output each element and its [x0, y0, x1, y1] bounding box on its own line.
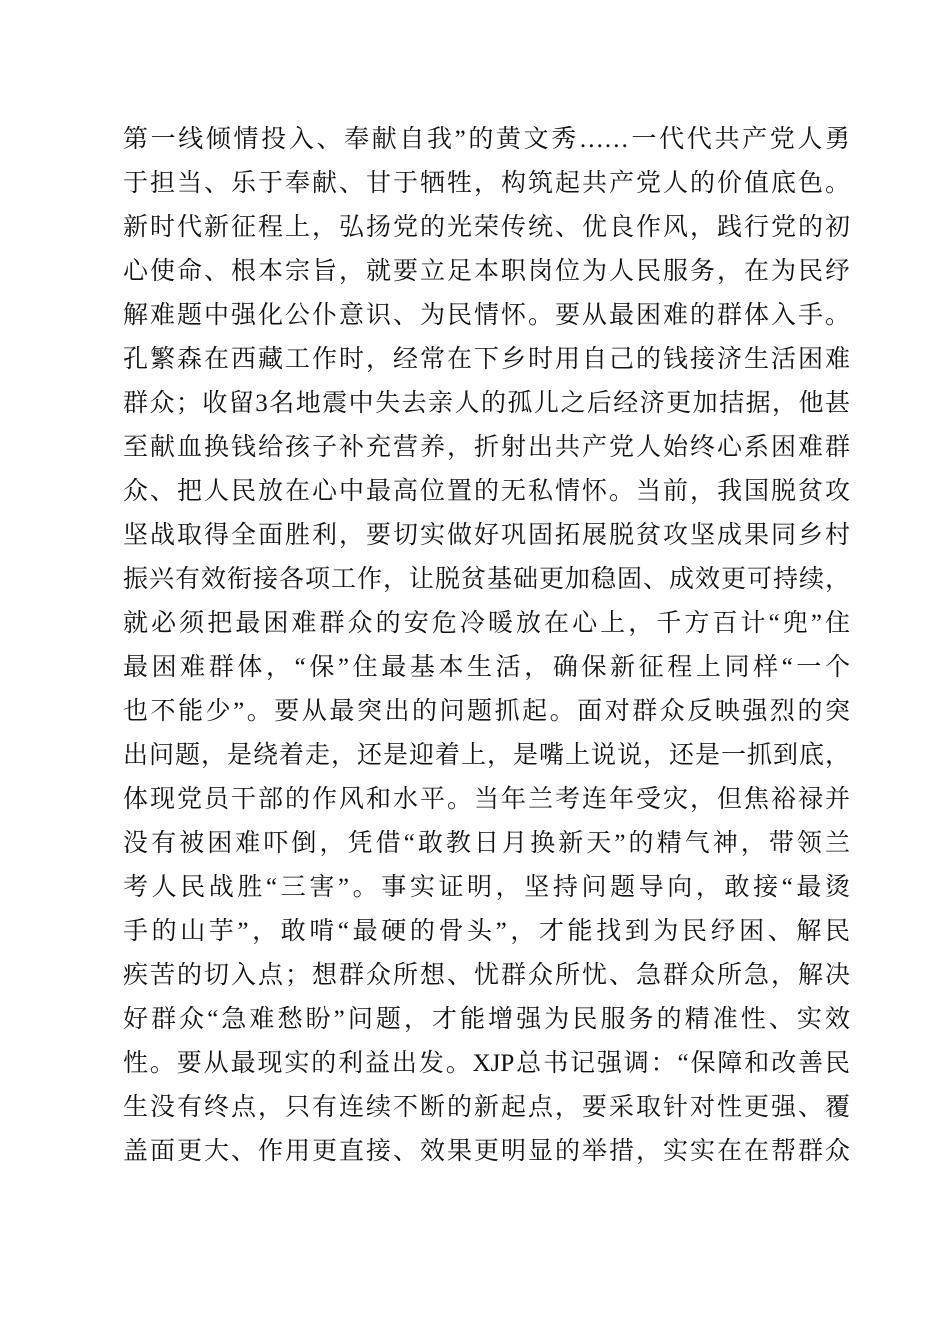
text-line: 也不能少”。要从最突出的问题抓起。面对群众反映强烈的突 — [123, 698, 850, 725]
text-line: 手的山芋”，敢啃“最硬的骨头”，才能找到为民纾困、解民 — [123, 918, 850, 945]
text-line: 众、把人民放在心中最高位置的无私情怀。当前，我国脱贫攻 — [123, 478, 850, 505]
text-line: 于担当、乐于奉献、甘于牺牲，构筑起共产党人的价值底色。 — [123, 170, 850, 197]
text-line: 盖面更大、作用更直接、效果更明显的举措，实实在在帮群众 — [123, 1138, 850, 1165]
text-line: 至献血换钱给孩子补充营养，折射出共产党人始终心系困难群 — [123, 434, 850, 461]
text-line: 最困难群体，“保”住最基本生活，确保新征程上同样“一个 — [123, 654, 850, 681]
text-line: 生没有终点，只有连续不断的新起点，要采取针对性更强、覆 — [123, 1094, 850, 1121]
text-line: 没有被困难吓倒，凭借“敢教日月换新天”的精气神，带领兰 — [123, 830, 850, 857]
text-line: 心使命、根本宗旨，就要立足本职岗位为人民服务，在为民纾 — [123, 258, 850, 285]
text-line: 出问题，是绕着走，还是迎着上，是嘴上说说，还是一抓到底， — [123, 742, 850, 769]
text-line: 孔繁森在西藏工作时，经常在下乡时用自己的钱接济生活困难 — [123, 346, 850, 373]
text-line: 好群众“急难愁盼”问题，才能增强为民服务的精准性、实效 — [123, 1006, 850, 1033]
text-line: 振兴有效衔接各项工作，让脱贫基础更加稳固、成效更可持续， — [123, 566, 850, 593]
body-text — [123, 118, 850, 1174]
text-line: 解难题中强化公仆意识、为民情怀。要从最困难的群体入手。 — [123, 302, 850, 329]
text-line: 考人民战胜“三害”。事实证明，坚持问题导向，敢接“最烫 — [123, 874, 850, 901]
text-line: 第一线倾情投入、奉献自我”的黄文秀……一代代共产党人勇 — [123, 126, 850, 153]
text-line: 疾苦的切入点；想群众所想、忧群众所忧、急群众所急，解决 — [123, 962, 850, 989]
text-line: 坚战取得全面胜利，要切实做好巩固拓展脱贫攻坚成果同乡村 — [123, 522, 850, 549]
text-line: 就必须把最困难群众的安危冷暖放在心上，千方百计“兜”住 — [123, 610, 850, 637]
text-line: 群众；收留3名地震中失去亲人的孤儿之后经济更加拮据，他甚 — [123, 390, 850, 417]
text-line: 新时代新征程上，弘扬党的光荣传统、优良作风，践行党的初 — [123, 214, 850, 241]
text-line: 性。要从最现实的利益出发。XJP总书记强调：“保障和改善民 — [123, 1050, 850, 1077]
text-line: 体现党员干部的作风和水平。当年兰考连年受灾，但焦裕禄并 — [123, 786, 850, 813]
